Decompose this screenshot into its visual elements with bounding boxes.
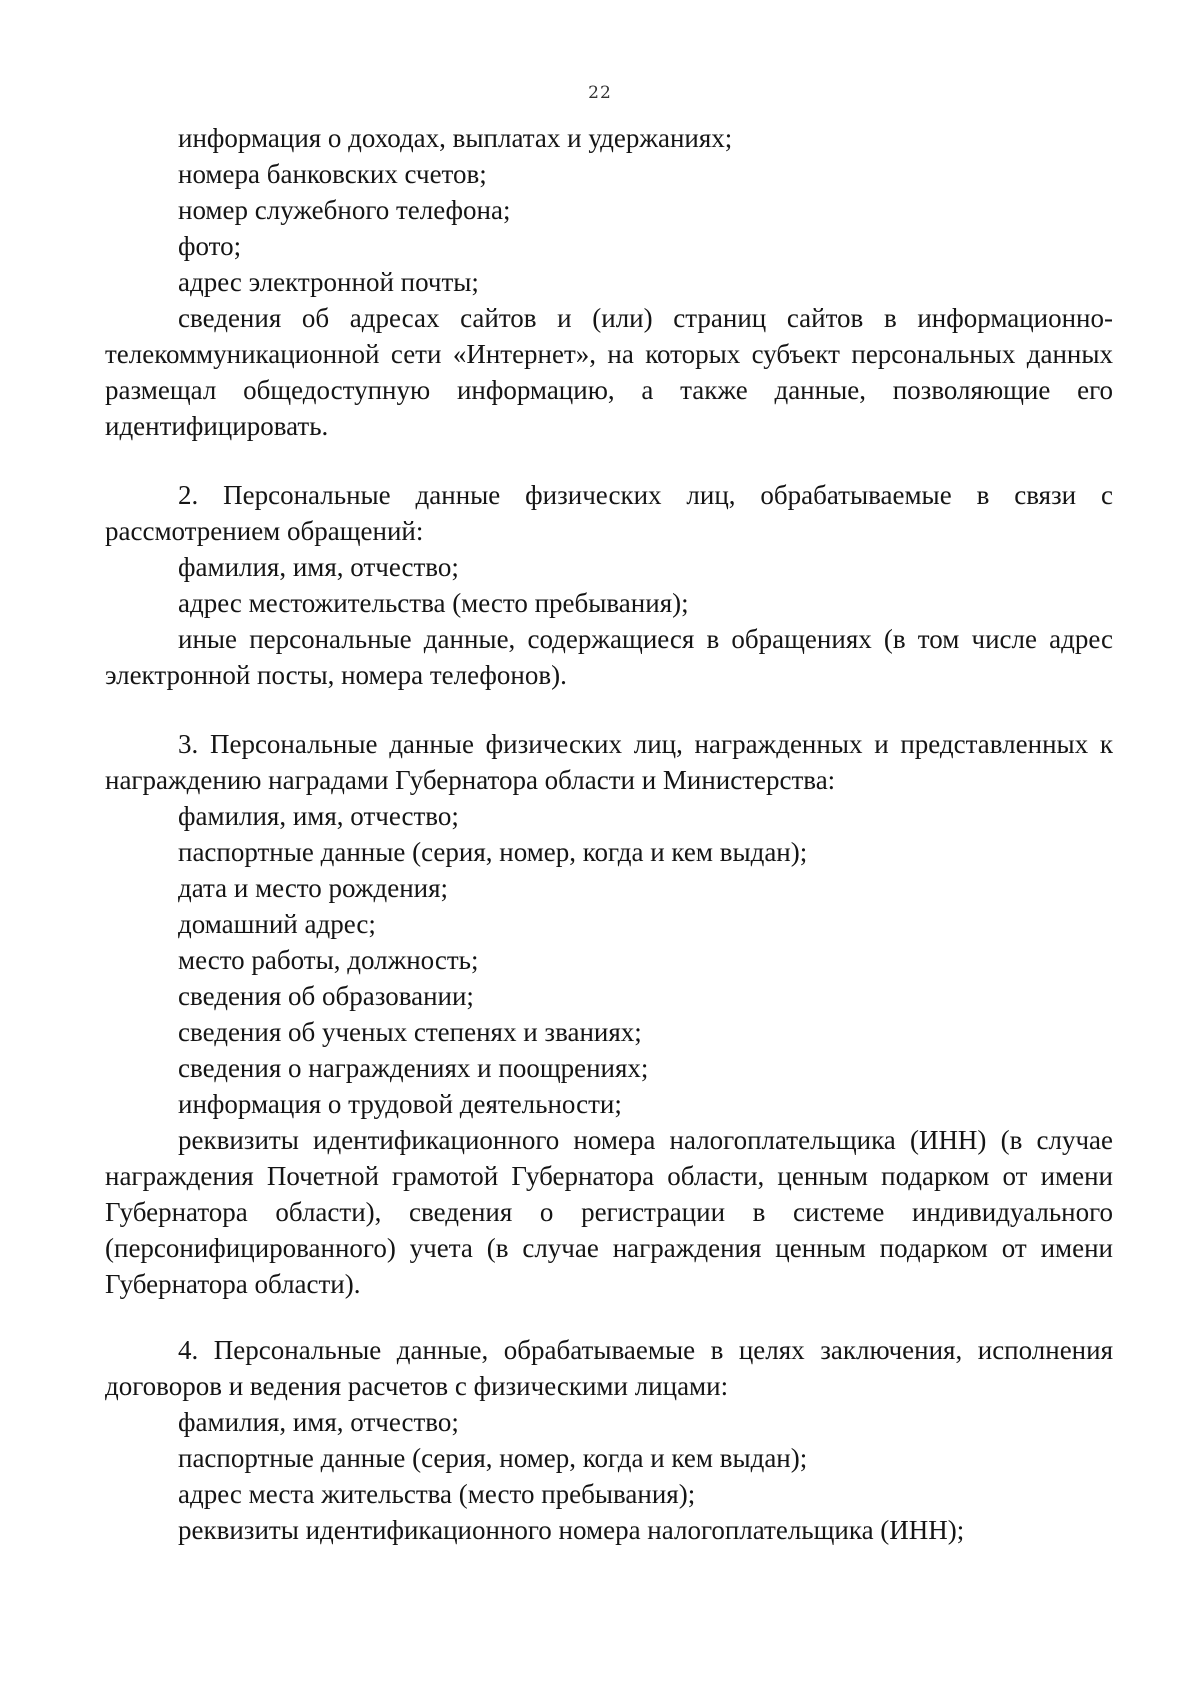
section-heading: 4. Персональные данные, обрабатываемые в целях заключения, исполнения договоров и ведения расчетов с физическими лицами: bbox=[105, 1335, 1113, 1401]
list-item: место работы, должность; bbox=[178, 945, 479, 975]
list-item: фамилия, имя, отчество; bbox=[178, 552, 459, 582]
page-number: 22 bbox=[588, 83, 612, 103]
list-item: номера банковских счетов; bbox=[178, 159, 487, 189]
list-item: дата и место рождения; bbox=[178, 873, 449, 903]
section-spacer bbox=[105, 1302, 1113, 1332]
list-item: адрес электронной почты; bbox=[178, 267, 479, 297]
list-item: сведения об образовании; bbox=[178, 981, 474, 1011]
paragraph: сведения об адресах сайтов и (или) страниц сайтов в информационно-телекоммуникационной сети «Интернет», на которых субъект персональных данных размещал общедоступную информацию, а также данные, позволяющие его идентифицировать. bbox=[105, 303, 1113, 441]
list-item: паспортные данные (серия, номер, когда и кем выдан); bbox=[178, 1443, 808, 1473]
list-item: реквизиты идентификационного номера налогоплательщика (ИНН); bbox=[178, 1515, 965, 1545]
list-item: информация о доходах, выплатах и удержаниях; bbox=[178, 123, 733, 153]
paragraph: иные персональные данные, содержащиеся в обращениях (в том числе адрес электронной посты, номера телефонов). bbox=[105, 624, 1113, 690]
section-spacer bbox=[105, 444, 1113, 477]
section-heading: 3. Персональные данные физических лиц, награжденных и представленных к награждению наградами Губернатора области и Министерства: bbox=[105, 729, 1113, 795]
document-body bbox=[105, 120, 1113, 1548]
list-item: домашний адрес; bbox=[178, 909, 376, 939]
list-item: сведения об ученых степенях и званиях; bbox=[178, 1017, 642, 1047]
list-item: фото; bbox=[178, 231, 242, 261]
paragraph: реквизиты идентификационного номера налогоплательщика (ИНН) (в случае награждения Почетной грамотой Губернатора области, ценным подарком от имени Губернатора области), сведения о регистрации в системе индивидуального (персонифицированного) учета (в случае награждения ценным подарком от имени Губернатора области). bbox=[105, 1125, 1113, 1299]
list-item: адрес местожительства (место пребывания); bbox=[178, 588, 689, 618]
list-item: фамилия, имя, отчество; bbox=[178, 1407, 459, 1437]
section-heading: 2. Персональные данные физических лиц, обрабатываемые в связи с рассмотрением обращений: bbox=[105, 480, 1113, 546]
list-item: адрес места жительства (место пребывания); bbox=[178, 1479, 696, 1509]
list-item: паспортные данные (серия, номер, когда и кем выдан); bbox=[178, 837, 808, 867]
list-item: сведения о награждениях и поощрениях; bbox=[178, 1053, 649, 1083]
list-item: фамилия, имя, отчество; bbox=[178, 801, 459, 831]
list-item: номер служебного телефона; bbox=[178, 195, 511, 225]
section-spacer bbox=[105, 693, 1113, 726]
list-item: информация о трудовой деятельности; bbox=[178, 1089, 622, 1119]
